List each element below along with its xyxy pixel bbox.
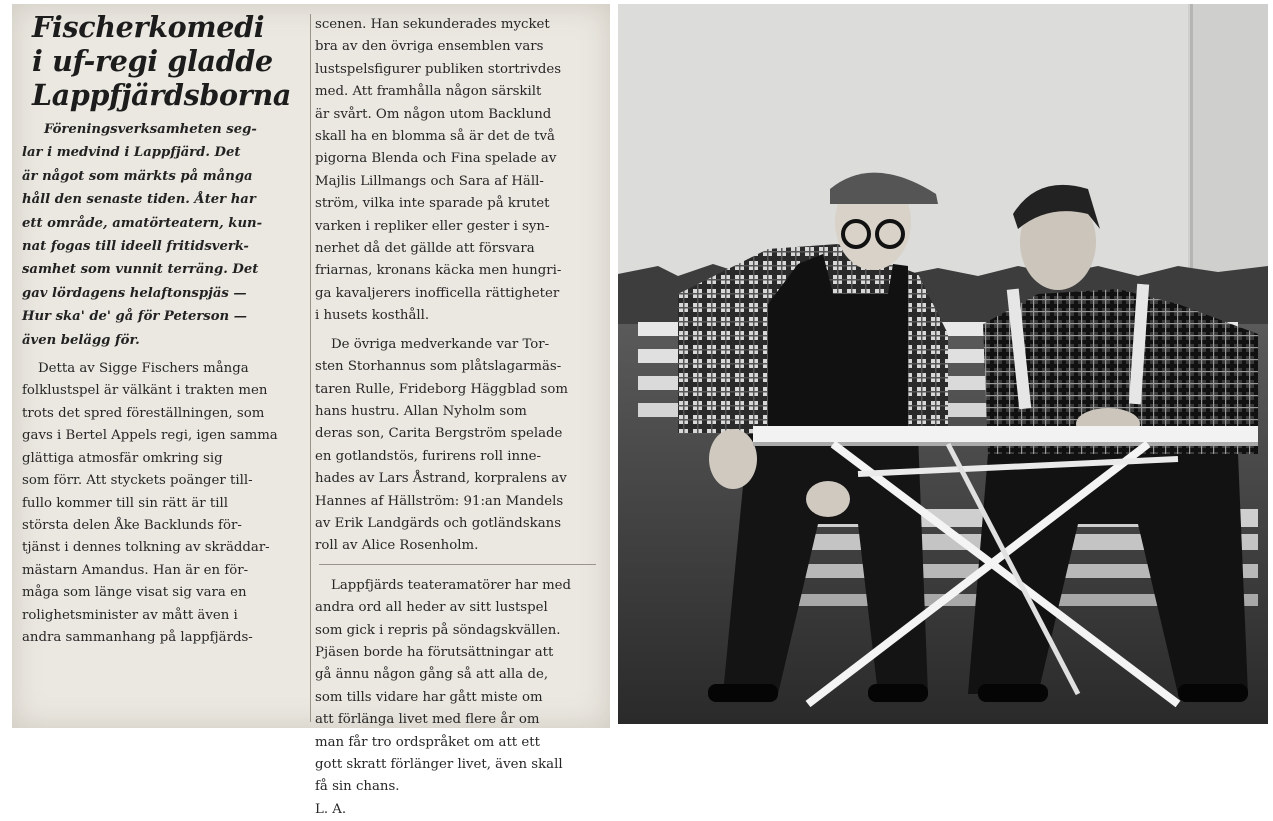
article-body-paragraph: Detta av Sigge Fischers många folklustspel är välkänt i trakten men trots det spred föreställningen, som gavs i Bertel Appels regi, igen samma glättiga atmosfär omkring sig som förr. Att styckets poänger till- fullo kommer till sin rätt är till största delen Åke Backlunds för- tjänst i dennes tolkning av skräddar- mästarn Amandus. Han är en för- måga som länge visat sig vara en rolighetsminister av mått även i andra sammanhang på lappfjärds- [22,361,278,645]
theatre-photo [618,4,1268,724]
newspaper-clipping [12,4,610,817]
article-ingress: Föreningsverksamheten seg- lar i medvind i Lappfjärd. Det är något som märkts på många håll den senaste tiden. Åter har ett område, amatörteatern, kun- nat fogas till ideell fritidsverk- samhet som vunnit terräng. Det gav lördagens helaftonspjäs — Hur ska' de' gå för Peterson — även belägg för. [22,122,263,348]
article-body-paragraph: scenen. Han sekunderades mycket bra av den övriga ensemblen vars lustspelsfigurer publiken stortrivdes med. Att framhålla någon särskilt är svårt. Om någon utom Backlund skall ha en blomma så är det de två pigorna Blenda och Fina spelade av Majlis Lillmangs och Sara af Häll- ström, vilka inte sparade på krutet varken i repliker eller gester i syn- nerhet då det gällde att försvara friarnas, kronans käcka men hungri- ga kavaljerers inofficella rättigheter i husets kosthåll. [315,17,562,324]
article-body-paragraph: De övriga medverkande var Tor- sten Storhannus som plåtslagarmäs- taren Rulle, Frideborg Häggblad som hans hustru. Allan Nyholm som deras son, Carita Bergström spelade en gotlandstös, furirens roll inne- hades av Lars Åstrand, korpralens av Hannes af Hällström: 91:an Mandels av Erik Landgärds och gotländskans roll av Alice Rosenholm. [315,336,568,554]
section-divider [319,564,596,565]
theatre-photo-drawing [618,4,1268,724]
column-divider [310,14,311,722]
article-right-column [315,14,600,821]
article-left-column [22,10,310,649]
article-headline: Fischerkomedi i uf-regi gladde Lappfjärdsborna [32,10,292,112]
article-signature: L. A. [315,801,347,817]
article-body-paragraph: Lappfjärds teateramatörer har med andra ord all heder av sitt lustspel som gick i repris på söndagskvällen. Pjäsen borde ha förutsättningar att gå ännu någon gång så att alla de, som tills vidare har gått miste om att förlänga livet med flere år om man får tro ordspråket om att ett gott skratt förlänger livet, även skall få sin chans. L. A. [315,575,600,821]
